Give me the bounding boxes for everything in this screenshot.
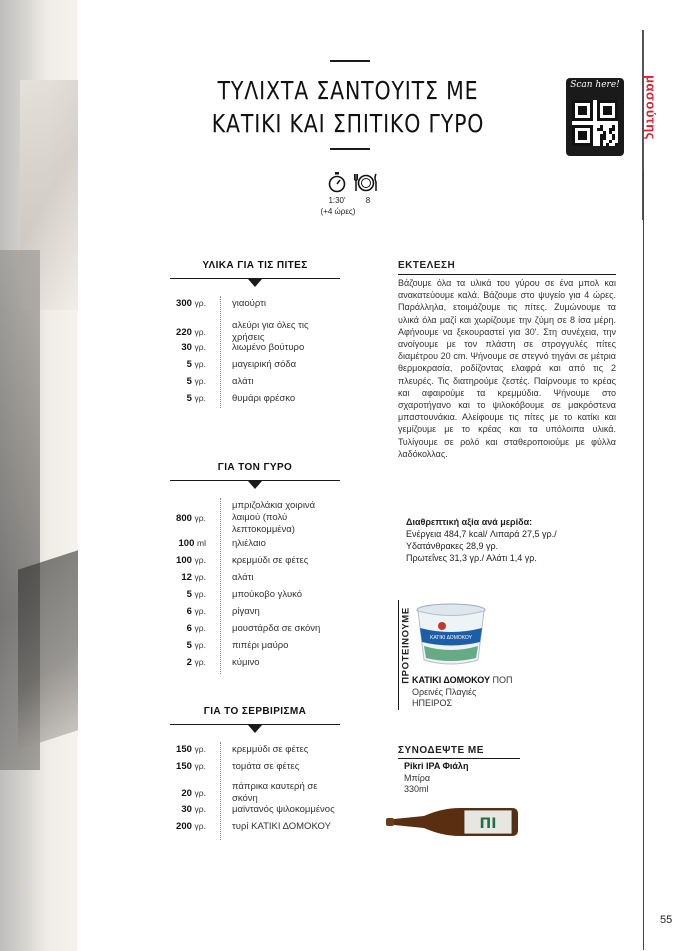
quantity-value: 20 — [181, 788, 192, 799]
recipe-title — [209, 74, 488, 140]
quantity-value: 5 — [186, 393, 192, 404]
quantity-value: 30 — [181, 342, 192, 353]
ingredient-name: κρεμμύδι σε φέτες — [232, 744, 309, 755]
ingredient-quantity — [187, 657, 206, 668]
recommend-product-info — [412, 675, 513, 710]
recipe-meta — [318, 171, 388, 217]
product-region: ΗΠΕΙΡΟΣ — [412, 698, 453, 708]
quantity-unit: γρ. — [194, 359, 206, 369]
execution-text: Βάζουμε όλα τα υλικά του γύρου σε ένα μπολ και ανακατεύουμε καλά. Βάζουμε στο ψυγείο για 4 ώρες. Παράλληλα, ετοιμάζουμε τις πίτες. Ζυμώνουμε τα υλικά όλα μαζί και χωρίζουμε την ζύμη σε 8 ίσα μέρη. Αφήνουμε να ξεκουραστεί για 30'. Στη συνέχεια, την ανοίγουμε με τον πλάστη σε στρογγυλές πίτες διαμέτρου 20 cm. Ψήνουμε σε στεγνό τηγάνι σε μέτρια θερμοκρασία, ροδίζοντας ελαφρά και από τις 2 πλευρές. Τις διατηρούμε ζεστές. Παίρνουμε το κρέας και αφαιρούμε τα κρεμμύδια. Ψήνουμε στο σχαροτήγανο και το ψιλοκόβουμε σε μακρόστενα μπαστουνάκια. Αλείφουμε τις πίτες με το κατίκι και γεμίζουμε με το κρέας και τα υπόλοιπα υλικά. Τυλίγουμε σε ρολό και σταθεροποιούμε με φύλλα λαδόκολλας. — [398, 278, 616, 459]
quantity-value: 5 — [186, 359, 192, 370]
execution-title: ΕΚΤΕΛΕΣΗ — [398, 260, 456, 271]
dotted-divider — [220, 498, 221, 674]
extra-time: (+4 ώρες) — [320, 207, 356, 216]
quantity-value: 800 — [176, 513, 192, 524]
pairing-name: Pikri IPA Φιάλη — [404, 761, 469, 771]
quantity-value: 6 — [186, 606, 192, 617]
quantity-value: 5 — [186, 376, 192, 387]
quantity-value: 200 — [176, 821, 192, 832]
product-name: ΚΑΤΙΚΙ ΔΟΜΟΚΟΥ — [412, 675, 490, 685]
katiki-product-image[interactable] — [412, 602, 490, 668]
katiki-package-label: ΚΑΤΙΚΙ ΔΟΜΟΚΟΥ — [429, 635, 473, 641]
quantity-unit: γρ. — [194, 606, 206, 616]
quantity-unit: γρ. — [194, 821, 206, 831]
dotted-divider — [220, 742, 221, 840]
ingredient-quantity — [181, 804, 206, 815]
quantity-unit: γρ. — [194, 376, 206, 386]
quantity-unit: γρ. — [194, 589, 206, 599]
servings: 8 — [365, 196, 371, 205]
ingredient-name: κρεμμύδι σε φέτες — [232, 555, 309, 566]
beer-bottle-image[interactable] — [384, 798, 520, 846]
beer-label-text: ΠΙ — [479, 816, 497, 832]
ingredient-name: αλάτι — [232, 376, 254, 387]
pairing-info — [404, 761, 468, 796]
ingredient-name: μουστάρδα σε σκόνη — [232, 623, 321, 634]
quantity-unit: γρ. — [194, 393, 206, 403]
quantity-value: 2 — [186, 657, 192, 668]
brand-mark — [642, 30, 659, 220]
ingredient-name: μαγειρική σόδα — [232, 359, 297, 370]
quantity-value: 30 — [181, 804, 192, 815]
quantity-value: 300 — [176, 298, 192, 309]
section-title-gyros: ΓΙΑ ΤΟΝ ΓΥΡΟ — [217, 462, 293, 473]
ingredient-quantity — [187, 376, 206, 387]
title-rule-top — [330, 60, 370, 62]
quantity-unit: γρ. — [194, 640, 206, 650]
product-badge: ΠΟΠ — [492, 675, 513, 685]
ingredient-name: τομάτα σε φέτες — [232, 761, 300, 772]
quantity-value: 100 — [176, 555, 192, 566]
background-photo — [0, 0, 78, 951]
ingredient-quantity — [176, 555, 206, 566]
ingredient-name: αλεύρι για όλες τις χρήσεις — [232, 320, 309, 343]
quantity-value: 12 — [181, 572, 192, 583]
quantity-value: 220 — [176, 327, 192, 338]
ingredient-quantity — [181, 788, 206, 799]
pairing-volume: 330ml — [404, 784, 429, 794]
quantity-unit: γρ. — [194, 342, 206, 352]
ingredient-name: ρίγανη — [232, 606, 260, 617]
quantity-unit: γρ. — [194, 327, 206, 337]
ingredient-quantity — [187, 640, 206, 651]
qr-code-icon — [572, 100, 618, 146]
ingredient-name: θυμάρι φρέσκο — [232, 393, 296, 404]
ingredient-name: γιαούρτι — [232, 298, 266, 309]
quantity-unit: γρ. — [194, 657, 206, 667]
quantity-unit: ml — [197, 538, 206, 548]
ingredient-name: αλάτι — [232, 572, 254, 583]
triangle-marker — [248, 279, 262, 287]
ingredient-quantity — [187, 393, 206, 404]
ingredient-name: λιωμένο βούτυρο — [232, 342, 305, 353]
photo-tray — [18, 550, 78, 749]
ingredient-quantity — [176, 513, 206, 524]
product-origin: Ορεινές Πλαγιές — [412, 686, 477, 697]
triangle-marker — [248, 481, 262, 489]
pairing-type: Μπίρα — [404, 772, 431, 783]
ingredient-quantity — [176, 298, 206, 309]
nutrition-line: Υδατάνθρακες 28,9 γρ. — [406, 541, 499, 551]
nutrition-info — [406, 516, 616, 564]
quantity-unit: γρ. — [194, 623, 206, 633]
ingredient-name: μαϊντανός ψιλοκομμένος — [232, 804, 335, 815]
page-number: 55 — [660, 914, 673, 926]
quantity-value: 6 — [186, 623, 192, 634]
ingredient-name: ηλιέλαιο — [232, 538, 266, 549]
stopwatch-icon — [328, 171, 346, 193]
ingredient-quantity — [176, 327, 206, 338]
quantity-unit: γρ. — [194, 572, 206, 582]
ingredient-name: κύμινο — [232, 657, 260, 668]
recipe-title-line1: ΤΥΛΙΧΤΑ ΣΑΝΤΟΥΙΤΣ ΜΕ — [217, 76, 479, 105]
quantity-unit: γρ. — [194, 744, 206, 754]
ingredient-quantity — [187, 589, 206, 600]
brand-logo: μασούτης — [643, 75, 659, 140]
ingredient-name: πάπρικα καυτερή σε σκόνη — [232, 781, 318, 804]
ingredient-name: μπούκοβο γλυκό — [232, 589, 303, 600]
pairing-rule — [398, 758, 520, 759]
quantity-unit: γρ. — [194, 804, 206, 814]
qr-code-block[interactable] — [566, 78, 624, 156]
quantity-unit: γρ. — [194, 761, 206, 771]
section-title-serve: ΓΙΑ ΤΟ ΣΕΡΒΙΡΙΣΜΑ — [203, 706, 307, 717]
recommend-rule — [398, 600, 399, 710]
ingredient-quantity — [176, 744, 206, 755]
quantity-value: 150 — [176, 744, 192, 755]
nutrition-heading: Διαθρεπτική αξία ανά μερίδα: — [406, 517, 533, 527]
execution-rule — [398, 274, 616, 275]
plate-cutlery-icon — [354, 171, 378, 193]
ingredient-name: πιπέρι μαύρο — [232, 640, 289, 651]
ingredient-name: μπριζολάκια χοιρινά λαιμού (πολύ λεπτοκομμένα) — [232, 500, 316, 535]
ingredient-quantity — [181, 342, 206, 353]
nutrition-line: Ενέργεια 484,7 kcal/ Λιπαρά 27,5 γρ./ — [406, 529, 557, 539]
title-rule-bottom — [330, 148, 370, 150]
ingredient-name: τυρί ΚΑΤΙΚΙ ΔΟΜΟΚΟΥ — [232, 821, 331, 832]
qr-label: Scan here! — [570, 80, 620, 90]
quantity-unit: γρ. — [194, 555, 206, 565]
nutrition-line: Πρωτεΐνες 31,3 γρ./ Αλάτι 1,4 γρ. — [406, 553, 537, 563]
ingredient-quantity — [179, 538, 206, 549]
quantity-unit: γρ. — [194, 298, 206, 308]
recommend-label: ΠΡΟΤΕΙΝΟΥΜΕ — [400, 607, 412, 684]
page-divider — [643, 170, 644, 950]
quantity-unit: γρ. — [194, 513, 206, 523]
ingredient-quantity — [187, 359, 206, 370]
triangle-marker — [248, 725, 262, 733]
quantity-value: 5 — [186, 640, 192, 651]
prep-time: 1:30' — [328, 196, 346, 205]
quantity-value: 5 — [186, 589, 192, 600]
recipe-title-line2: ΚΑΤΙΚΙ ΚΑΙ ΣΠΙΤΙΚΟ ΓΥΡΟ — [211, 109, 485, 138]
quantity-unit: γρ. — [194, 788, 206, 798]
dotted-divider — [220, 296, 221, 408]
ingredient-quantity — [187, 623, 206, 634]
quantity-value: 150 — [176, 761, 192, 772]
section-title-pites: ΥΛΙΚΑ ΓΙΑ ΤΙΣ ΠΙΤΕΣ — [202, 260, 308, 271]
ingredient-quantity — [181, 572, 206, 583]
ingredient-quantity — [176, 821, 206, 832]
quantity-value: 100 — [178, 538, 195, 549]
ingredient-quantity — [187, 606, 206, 617]
pairing-title: ΣΥΝΟΔΕΨΤΕ ΜΕ — [398, 745, 484, 756]
ingredient-quantity — [176, 761, 206, 772]
